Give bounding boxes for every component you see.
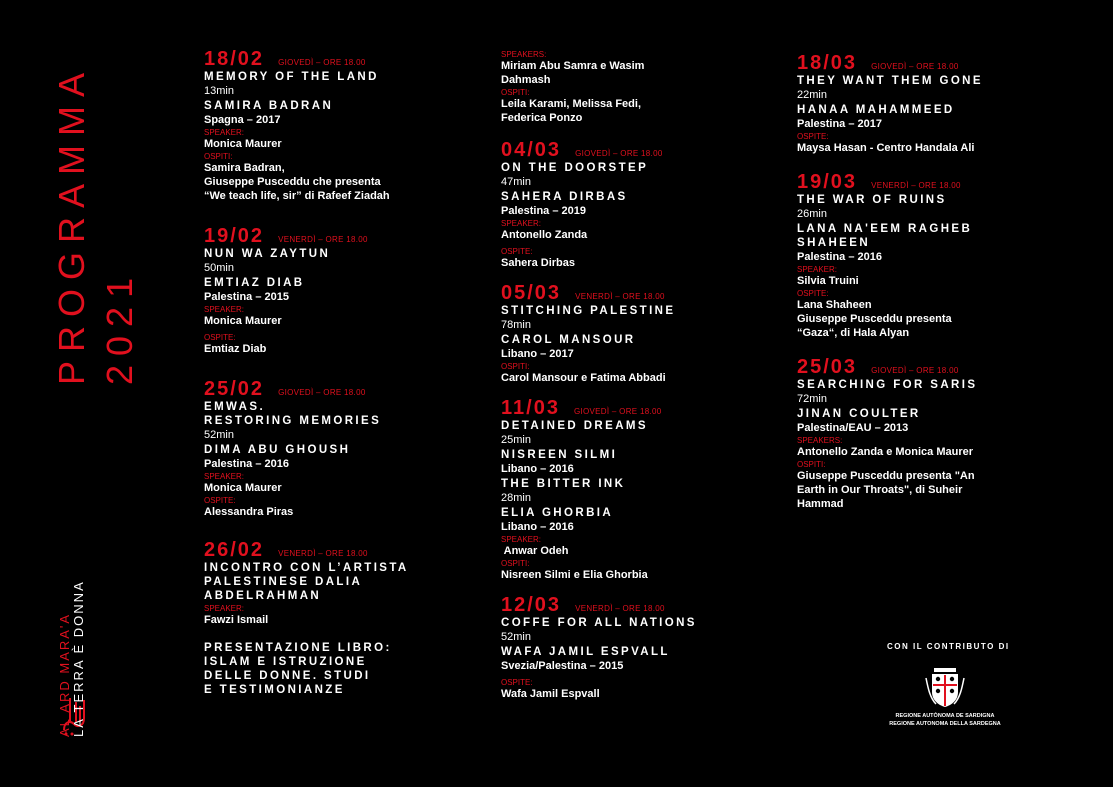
film-duration: 25min [501,434,531,446]
event-19-02 [204,225,464,356]
speaker-label: SPEAKER: [797,265,838,274]
film-duration: 72min [797,393,827,405]
book-title-line: E TESTIMONIANZE [204,684,345,696]
speaker-name: Silvia Truini [797,275,859,287]
guest-line: Giuseppe Pusceddu che presenta [204,176,381,188]
film-duration: 26min [797,208,827,220]
guest-line: Hammad [797,498,844,510]
speaker-label: SPEAKER: [204,604,245,613]
event-time: VENERDÌ – ORE 18.00 [278,235,368,244]
guest-line: Federica Ponzo [501,112,583,124]
guest-line: Alessandra Piras [204,506,294,518]
speaker-label: SPEAKER: [501,219,542,228]
column-2 [501,50,761,713]
guest-line: Leila Karami, Melissa Fedi, [501,98,642,110]
film-origin-2: Libano – 2016 [501,521,574,533]
speaker-label: SPEAKER: [204,305,245,314]
event-title-line: ABDELRAHMAN [204,590,322,602]
guest-line: Samira Badran, [204,162,285,174]
guest-line: Giuseppe Pusceddu presenta [797,313,952,325]
film-director: JINAN COULTER [797,408,921,420]
event-26-02-continued [501,50,761,125]
brand-line1: AL ARD MARA'A [57,612,72,737]
program-year: 2021 [99,268,140,385]
region-name-italian: REGIONE AUTONOMA DELLA SARDEGNA [889,721,1001,727]
film-duration: 52min [204,429,234,441]
guest-label: OSPITI: [501,88,530,97]
guest-label: OSPITI: [204,152,233,161]
film-director: WAFA JAMIL ESPVALL [501,646,670,658]
region-name-sardinian: REGIONE AUTÒNOMA DE SARDIGNA [895,713,995,719]
film-duration: 13min [204,85,234,97]
event-time: VENERDÌ – ORE 18.00 [871,181,961,190]
film-director: DIMA ABU GHOUSH [204,444,351,456]
guest-line: Carol Mansour e Fatima Abbadi [501,372,666,384]
film-duration: 78min [501,319,531,331]
speaker-label: SPEAKER: [204,128,245,137]
brand-text [58,580,86,737]
speaker-name: Monica Maurer [204,315,282,327]
event-25-02 [204,378,464,519]
guest-label: OSPITE: [501,247,533,256]
brand-line2: LA TERRA È DONNA [71,580,86,737]
guest-line: Emtiaz Diab [204,343,267,355]
film-title: ON THE DOORSTEP [501,162,649,174]
film-duration: 22min [797,89,827,101]
speaker-name: Fawzi Ismail [204,614,269,626]
event-time: GIOVEDÌ – ORE 18.00 [575,149,663,158]
event-date: 19/02 [204,225,265,247]
film-origin: Libano – 2016 [501,463,574,475]
book-title-line: ISLAM E ISTRUZIONE [204,656,367,668]
guest-line: Lana Shaheen [797,299,872,311]
guest-line: “We teach life, sir” di Rafeef Ziadah [204,190,390,202]
book-title-line: PRESENTAZIONE LIBRO: [204,642,392,654]
event-time: GIOVEDÌ – ORE 18.00 [871,366,959,375]
film-origin: Palestina – 2016 [797,251,883,263]
sardinia-emblem-icon [922,664,968,710]
guest-label: OSPITE: [797,132,829,141]
event-12-03 [501,594,761,701]
guest-label: OSPITE: [501,678,533,687]
speaker-name: Antonello Zanda [501,229,588,241]
event-date: 12/03 [501,594,562,616]
guest-label: OSPITI: [797,460,826,469]
film-director: SAHERA DIRBAS [501,191,628,203]
guest-label: OSPITI: [501,362,530,371]
speaker-label: SPEAKERS: [797,436,843,445]
guest-label: OSPITE: [204,333,236,342]
film-duration: 50min [204,262,234,274]
event-date: 18/03 [797,52,858,74]
film-origin: Palestina – 2015 [204,291,290,303]
event-date: 04/03 [501,139,562,161]
guest-line: “Gaza“, di Hala Alyan [797,327,910,339]
film-origin: Spagna – 2017 [204,114,281,126]
film-director: NISREEN SILMI [501,449,618,461]
film-origin: Palestina – 2016 [204,458,290,470]
event-time: GIOVEDÌ – ORE 18.00 [278,388,366,397]
speaker-label: SPEAKER: [501,535,542,544]
film-origin: Palestina/EAU – 2013 [797,422,909,434]
film-title-line2: RESTORING MEMORIES [204,415,382,427]
event-18-03 [797,52,1012,155]
guest-label: OSPITE: [797,289,829,298]
event-time: GIOVEDÌ – ORE 18.00 [278,58,366,67]
sponsor-label: CON IL CONTRIBUTO DI [887,642,1010,651]
guest-line: Sahera Dirbas [501,257,575,269]
event-date: 11/03 [501,397,560,419]
event-25-03 [797,356,1012,511]
event-04-03 [501,139,761,270]
speaker-name: Monica Maurer [204,138,282,150]
film-title: EMWAS. [204,401,266,413]
film-title: DETAINED DREAMS [501,420,648,432]
column-1 [204,48,464,709]
guest-line: Wafa Jamil Espvall [501,688,600,700]
film-director-2: ELIA GHORBIA [501,507,614,519]
film-title: STITCHING PALESTINE [501,305,676,317]
event-date: 19/03 [797,171,858,193]
book-title-line: DELLE DONNE. STUDI [204,670,371,682]
event-date: 25/03 [797,356,858,378]
film-director: HANAA MAHAMMEED [797,104,955,116]
speaker-name: Antonello Zanda e Monica Maurer [797,446,974,458]
film-origin: Libano – 2017 [501,348,574,360]
speaker-name: Anwar Odeh [501,545,569,557]
film-title: NUN WA ZAYTUN [204,248,331,260]
speaker-label: SPEAKER: [204,472,245,481]
film-title: MEMORY OF THE LAND [204,71,379,83]
film-origin: Svezia/Palestina – 2015 [501,660,624,672]
event-time: GIOVEDÌ – ORE 18.00 [573,407,662,416]
film-title: THEY WANT THEM GONE [797,75,983,87]
film-origin: Palestina – 2017 [797,118,883,130]
program-title [48,64,144,385]
region-name [885,712,1005,728]
film-duration: 52min [501,631,531,643]
film-duration: 47min [501,176,531,188]
film-director-line2: SHAHEEN [797,237,871,249]
event-date: 18/02 [204,48,265,70]
event-19-03 [797,171,1012,340]
event-time: GIOVEDÌ – ORE 18.00 [871,62,959,71]
event-05-03 [501,282,761,385]
speaker-name: Monica Maurer [204,482,282,494]
column-3 [797,52,1012,523]
guest-label: OSPITI: [501,559,530,568]
film-origin: Palestina – 2019 [501,205,587,217]
film-director: EMTIAZ DIAB [204,277,305,289]
event-time: VENERDÌ – ORE 18.00 [575,604,665,613]
speaker-line: Dahmash [501,74,551,86]
film-director: SAMIRA BADRAN [204,100,334,112]
film-director: LANA NA'EEM RAGHEB [797,223,973,235]
event-date: 25/02 [204,378,265,400]
event-date: 05/03 [501,282,562,304]
guest-line: Giuseppe Pusceddu presenta "An [797,470,975,482]
event-date: 26/02 [204,539,265,561]
speaker-label: SPEAKERS: [501,50,547,59]
event-11-03 [501,397,761,582]
film-title-2: THE BITTER INK [501,478,626,490]
program-word: PROGRAMMA [51,63,92,385]
speaker-line: Miriam Abu Samra e Wasim [501,60,645,72]
guest-line: Earth in Our Throats", di Suheir [797,484,963,496]
event-18-02 [204,48,464,203]
event-26-02 [204,539,464,697]
guest-label: OSPITE: [204,496,236,505]
film-title: SEARCHING FOR SARIS [797,379,978,391]
film-title: COFFE FOR ALL NATIONS [501,617,697,629]
film-director: CAROL MANSOUR [501,334,636,346]
event-time: VENERDÌ – ORE 18.00 [278,549,368,558]
event-title-line: PALESTINESE DALIA [204,576,363,588]
film-duration-2: 28min [501,492,531,504]
film-title: THE WAR OF RUINS [797,194,947,206]
guest-line: Maysa Hasan - Centro Handala Ali [797,142,975,154]
guest-line: Nisreen Silmi e Elia Ghorbia [501,569,648,581]
event-time: VENERDÌ – ORE 18.00 [575,292,665,301]
event-title-line: INCONTRO CON L’ARTISTA [204,562,409,574]
